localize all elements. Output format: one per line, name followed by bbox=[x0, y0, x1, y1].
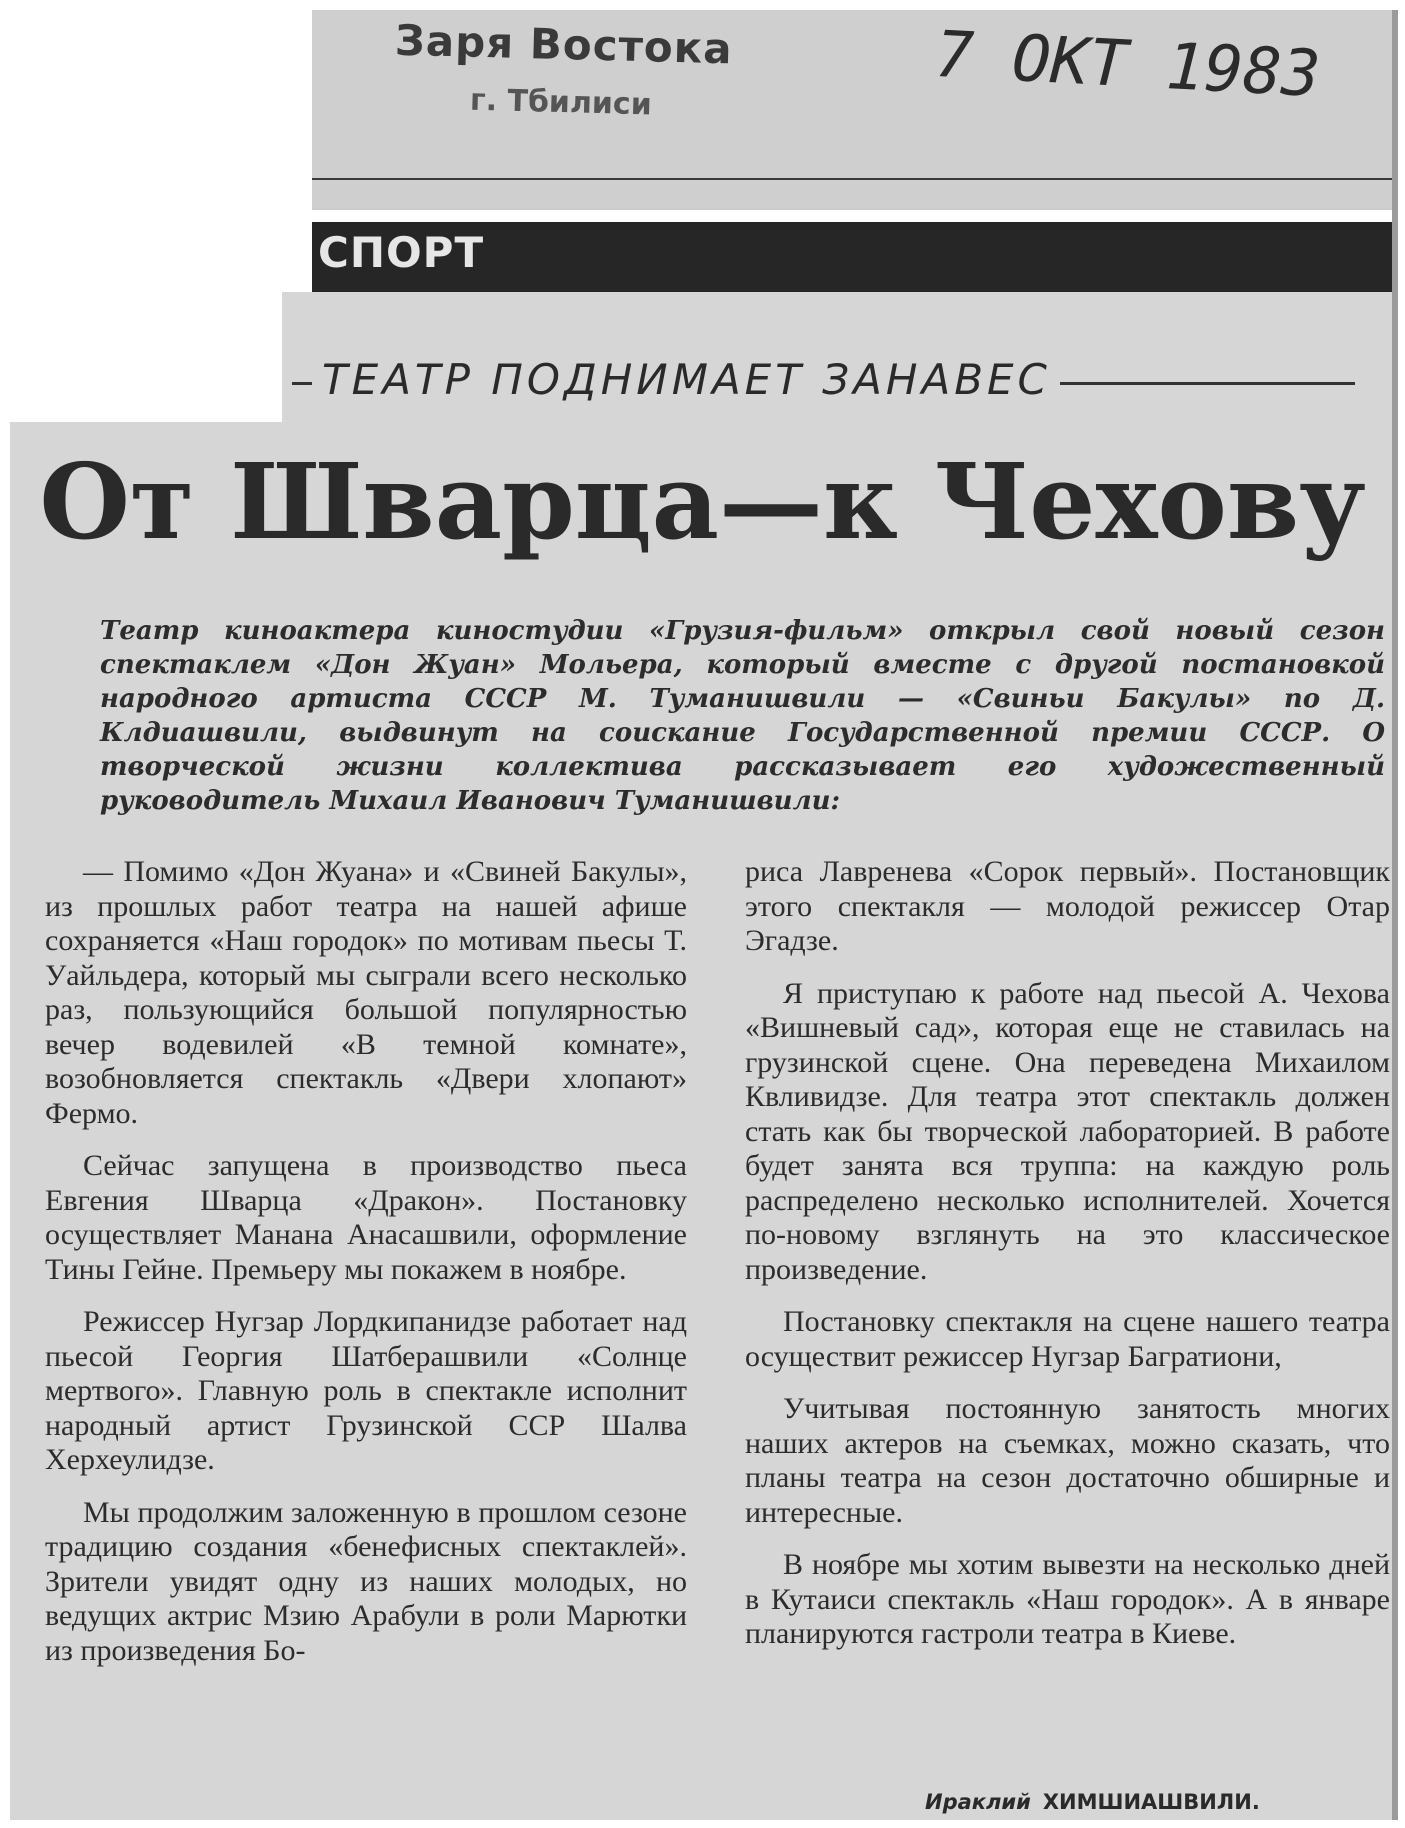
clipping-cutout bbox=[10, 292, 282, 422]
paragraph: Мы продолжим заложенную в прошлом сезоне традицию создания «бенефисных спектаклей». Зрители увидят одну из наших молодых, но ведущих актрис Мзию Арабули в роли Марютки из произведения Бо- bbox=[45, 1495, 687, 1667]
article-column-left bbox=[45, 855, 687, 1686]
paragraph: Учитывая постоянную занятость многих наших актеров на съемках, можно сказать, что планы театра на сезон достаточно обширные и интересные. bbox=[745, 1392, 1390, 1529]
paragraph: В ноябре мы хотим вывезти на несколько дней в Кутаиси спектакль «Наш городок». А в январе планируются гастроли театра в Киеве. bbox=[745, 1548, 1390, 1650]
paragraph: Постановку спектакля на сцене нашего театра осуществит режиссер Нугзар Багратиони, bbox=[745, 1305, 1390, 1373]
article-headline: От Шварца—к Чехову bbox=[39, 440, 1366, 563]
article-lead: Театр киноактера киностудии «Грузия-фильм» открыл свой новый сезон спектаклем «Дон Жуан» Мольера, который вместе с другой постановкой народного артиста СССР М. Туманишвили — «Свиньи Бакулы» по Д. Клдиашвили, выдвинут на соискание Государственной премии СССР. О творческой жизни коллектива рассказывает его художественный руководитель Михаил Иванович Туманишвили: bbox=[100, 616, 1385, 816]
section-label: СПОРТ bbox=[318, 228, 485, 277]
clipping-edge bbox=[1392, 10, 1398, 1820]
paragraph: Я приступаю к работе над пьесой А. Чехова «Вишневый сад», которая еще не ставилась на грузинской сцене. Она переведена Михаилом Квливидзе. Для театра этот спектакль должен стать как бы творческой лабораторией. В работе будет занята вся труппа: на каждую роль распределено несколько исполнителей. Хочется по-новому взглянуть на это классическое произведение. bbox=[745, 976, 1390, 1286]
paragraph: Сейчас запущена в производство пьеса Евгения Шварца «Дракон». Постановку осуществляет Манана Анасашвили, оформление Тины Гейне. Премьеру мы покажем в ноябре. bbox=[45, 1149, 687, 1286]
article-column-right bbox=[745, 855, 1390, 1670]
date-stamp: 7 ОКТ 1983 bbox=[933, 17, 1322, 113]
rubric-title: ТЕАТР ПОДНИМАЕТ ЗАНАВЕС bbox=[322, 355, 1051, 404]
author-byline bbox=[925, 1790, 1260, 1814]
paragraph: — Помимо «Дон Жуана» и «Свиней Бакулы», из прошлых работ театра на нашей афише сохраняется «Наш городок» по мотивам пьесы Т. Уайльдера, который мы сыграли всего несколько раз, пользующийся большой популярностью вечер водевилей «В темной комнате», возобновляется спектакль «Двери хлопают» Фермо. bbox=[45, 855, 687, 1130]
newspaper-name-stamp: Заря Востока bbox=[394, 15, 734, 74]
paragraph: Режиссер Нугзар Лордкипанидзе работает над пьесой Георгия Шатберашвили «Солнце мертвого». Главную роль в спектакле исполнит народный артист Грузинской ССР Шалва Херхеулидзе. bbox=[45, 1305, 687, 1476]
author-first-name: Ираклий bbox=[925, 1790, 1031, 1814]
rubric-rule-left bbox=[292, 382, 312, 385]
rubric-rule-right bbox=[1060, 382, 1355, 385]
newspaper-city-stamp: г. Тбилиси bbox=[469, 82, 653, 123]
author-last-name: ХИМШИАШВИЛИ. bbox=[1042, 1790, 1260, 1814]
paragraph: риса Лавренева «Сорок первый». Постановщик этого спектакля — молодой режиссер Отар Эгадзе. bbox=[745, 855, 1390, 957]
masthead-divider bbox=[312, 178, 1392, 180]
